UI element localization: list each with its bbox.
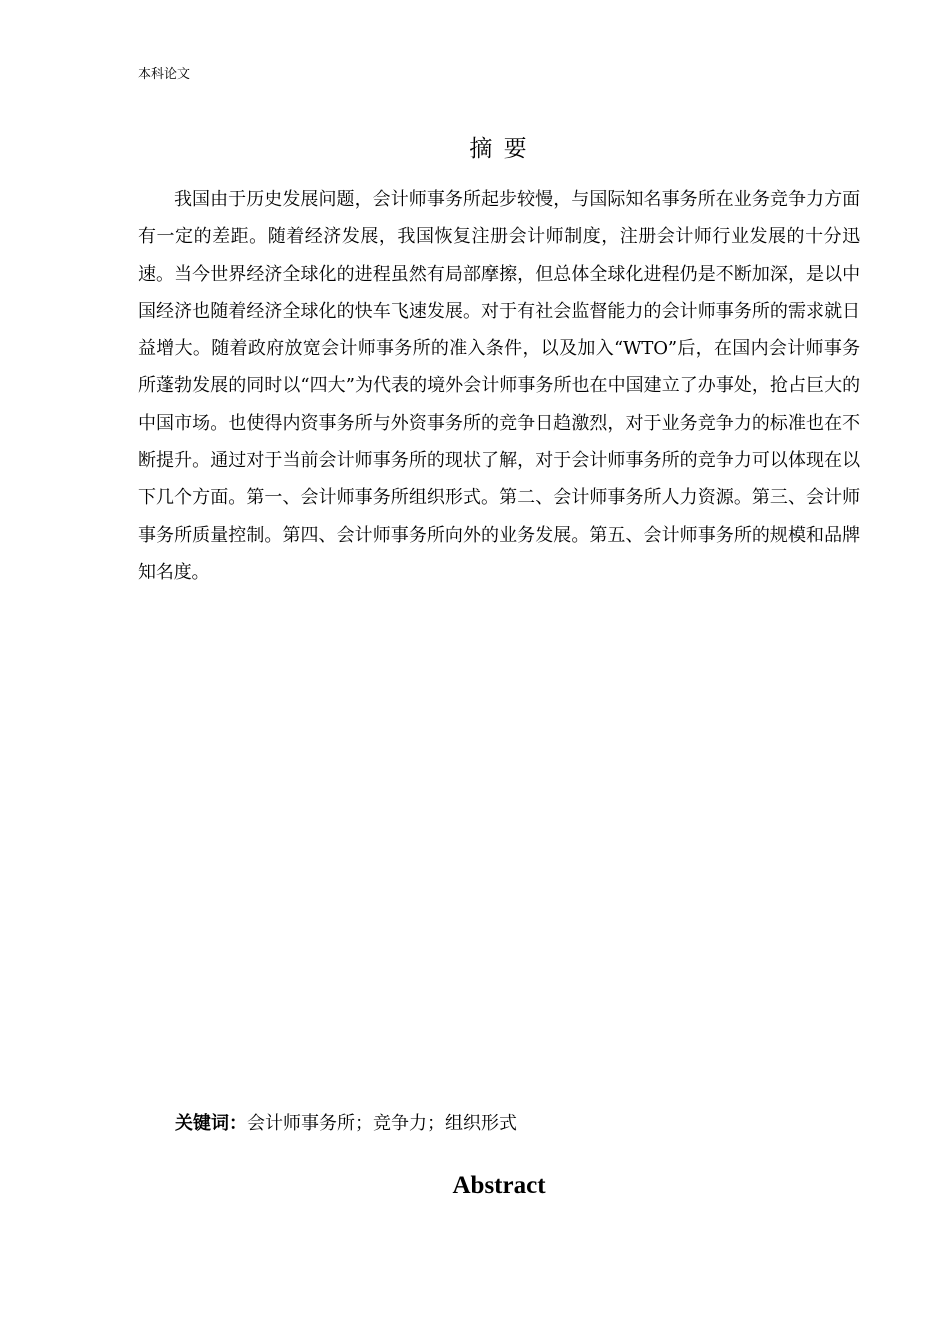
- abstract-title: 摘 要: [469, 136, 529, 162]
- keywords-line: [175, 1109, 517, 1139]
- keywords-value: 会计师事务所；竞争力；组织形式: [247, 1113, 517, 1134]
- page-header: 本科论文: [138, 67, 191, 82]
- abstract-body: 我国由于历史发展问题，会计师事务所起步较慢，与国际知名事务所在业务竞争力方面有一定的差距。随着经济发展，我国恢复注册会计师制度，注册会计师行业发展的十分迅速。当今世界经济全球化的进程虽然有局部摩擦，但总体全球化进程仍是不断加深，是以中国经济也随着经济全球化的快车飞速发展。对于有社会监督能力的会计师事务所的需求就日益增大。随着政府放宽会计师事务所的准入条件，以及加入“WTO”后，在国内会计师事务所蓬勃发展的同时以“四大”为代表的境外会计师事务所也在中国建立了办事处，抢占巨大的中国市场。也使得内资事务所与外资事务所的竞争日趋激烈，对于业务竞争力的标准也在不断提升。通过对于当前会计师事务所的现状了解，对于会计师事务所的竞争力可以体现在以下几个方面。第一、会计师事务所组织形式。第二、会计师事务所人力资源。第三、会计师事务所质量控制。第四、会计师事务所向外的业务发展。第五、会计师事务所的规模和品牌知名度。: [138, 189, 860, 583]
- english-abstract-title: Abstract: [452, 1172, 546, 1199]
- keywords-label: 关键词：: [175, 1113, 247, 1134]
